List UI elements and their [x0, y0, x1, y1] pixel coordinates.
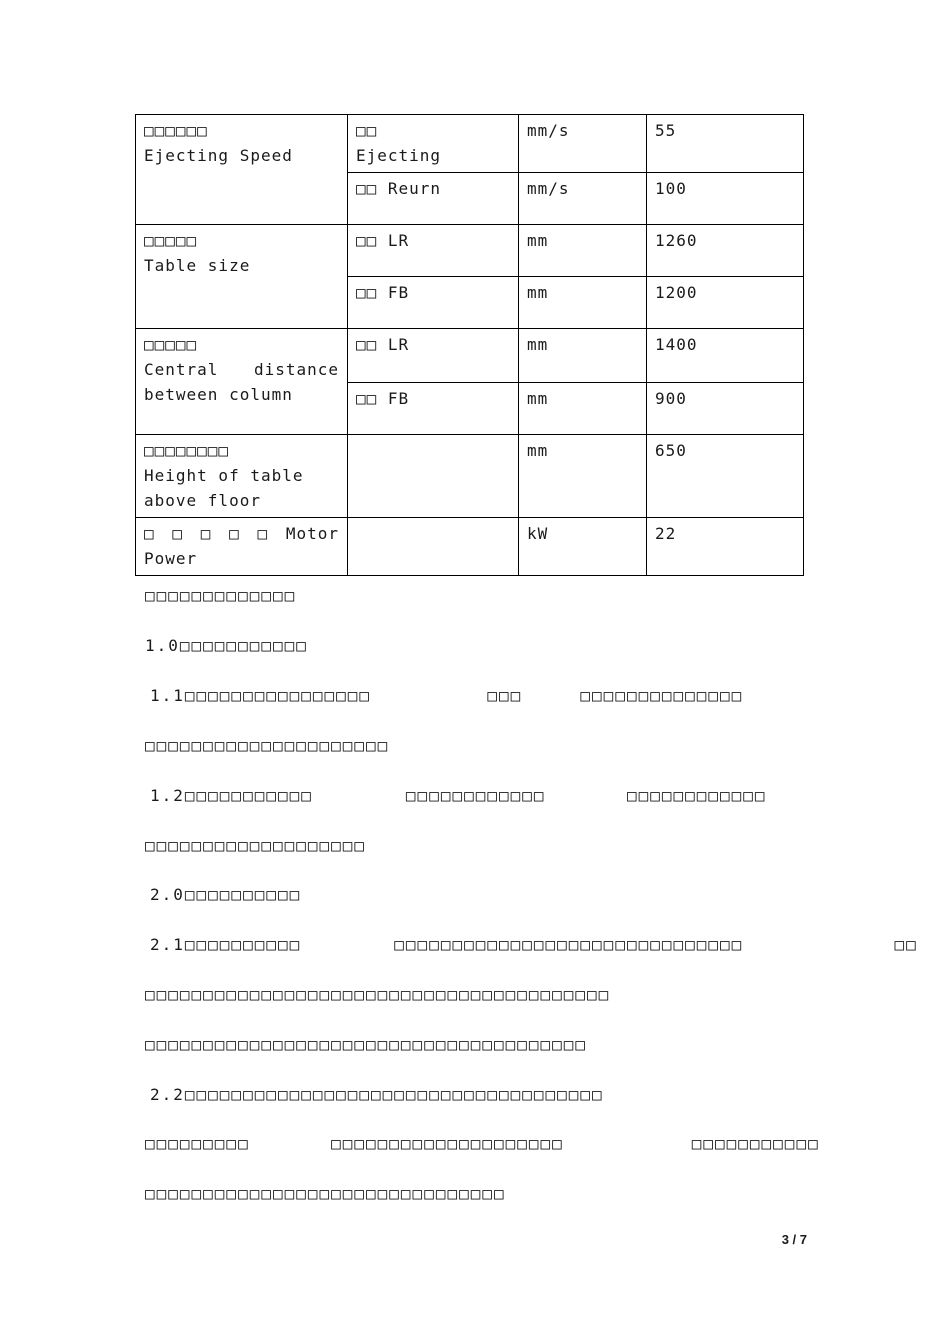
param-text: □□□□□□ Ejecting Speed — [144, 121, 293, 165]
paragraph-line: □□□□□□□□□□□□□□□□□□□□□□□□□□□□□□□□□□□□□□□□ — [145, 985, 611, 1004]
unit-cell: kW — [519, 518, 647, 576]
unit-cell: mm — [519, 329, 647, 383]
value-cell: 1200 — [647, 277, 804, 329]
table-row — [136, 329, 804, 383]
sub-cell — [348, 173, 519, 225]
sub-text: □□ FB — [356, 283, 410, 302]
sub-text: □□ Ejecting — [356, 121, 442, 165]
value-cell: 900 — [647, 383, 804, 435]
sub-cell — [348, 225, 519, 277]
table-row — [136, 115, 804, 173]
value-cell: 1400 — [647, 329, 804, 383]
param-cell — [136, 225, 348, 329]
paragraph-line: □□□□□□□□□ □□□□□□□□□□□□□□□□□□□□ □□□□□□□□□□□ — [145, 1134, 820, 1153]
section-heading: □□□□□□□□□□□□□ — [145, 586, 297, 605]
param-cell: □ □ □ □ □ Motor Power — [136, 518, 348, 576]
paragraph-line: 2.2□□□□□□□□□□□□□□□□□□□□□□□□□□□□□□□□□□□□ — [150, 1085, 604, 1104]
paragraph-line: □□□□□□□□□□□□□□□□□□□ — [145, 836, 367, 855]
paragraph-line: 1.1□□□□□□□□□□□□□□□□ □□□ □□□□□□□□□□□□□□ — [150, 686, 744, 705]
sub-cell — [348, 435, 519, 518]
sub-cell — [348, 518, 519, 576]
param-text: □□□□□□□□ Height of table above floor — [144, 441, 304, 510]
value-cell: 22 — [647, 518, 804, 576]
value-cell: 100 — [647, 173, 804, 225]
paragraph-line: □□□□□□□□□□□□□□□□□□□□□ — [145, 736, 390, 755]
paragraph-line: 1.2□□□□□□□□□□□ □□□□□□□□□□□□ □□□□□□□□□□□□ — [150, 786, 767, 805]
table-row — [136, 435, 804, 518]
value-cell: 1260 — [647, 225, 804, 277]
table-row — [136, 518, 804, 576]
param-text: □□□□□ Central distance between column — [144, 335, 339, 404]
value-cell: 55 — [647, 115, 804, 173]
sub-cell — [348, 277, 519, 329]
paragraph-line: □□□□□□□□□□□□□□□□□□□□□□□□□□□□□□□□□□□□□□ — [145, 1035, 588, 1054]
param-cell — [136, 329, 348, 435]
page-number: 3 / 7 — [781, 1232, 807, 1247]
section-heading: 2.0□□□□□□□□□□ — [150, 885, 302, 904]
unit-cell: mm — [519, 435, 647, 518]
paragraph-line: □□□□□□□□□□□□□□□□□□□□□□□□□□□□□□□ — [145, 1184, 506, 1203]
unit-cell: mm — [519, 277, 647, 329]
param-cell — [136, 435, 348, 518]
unit-cell: mm/s — [519, 115, 647, 173]
spec-table — [135, 114, 804, 576]
value-cell: 650 — [647, 435, 804, 518]
sub-cell — [348, 115, 519, 173]
sub-text: □□ FB — [356, 389, 410, 408]
sub-text: □□ Reurn — [356, 179, 442, 198]
section-heading: 1.0□□□□□□□□□□□ — [145, 636, 308, 655]
paragraph-line: 2.1□□□□□□□□□□ □□□□□□□□□□□□□□□□□□□□□□□□□□□□□□ □□ — [150, 935, 918, 954]
sub-text: □□ LR — [356, 231, 410, 250]
table-row — [136, 225, 804, 277]
unit-cell: mm/s — [519, 173, 647, 225]
unit-cell: mm — [519, 383, 647, 435]
param-cell — [136, 115, 348, 225]
sub-cell — [348, 329, 519, 383]
param-text: □□□□□ Table size — [144, 231, 251, 275]
sub-text: □□ LR — [356, 335, 410, 354]
unit-cell: mm — [519, 225, 647, 277]
sub-cell — [348, 383, 519, 435]
